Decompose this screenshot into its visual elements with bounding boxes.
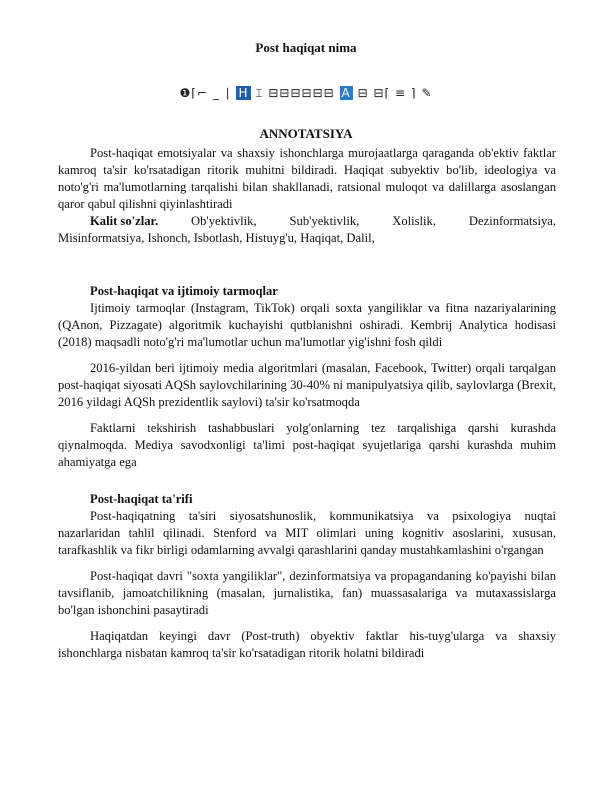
keyword: Xolislik,	[392, 214, 436, 228]
paragraph: Post-haqiqat davri "soxta yangiliklar", dezinformatsiya va propagandaning ko'payishi bilan tavsiflanib, jamoatchilikning (masalan, jurnalistika, fan) muassasalariga va mutaxassislarga bo'lgan ishonchini pasaytiradi	[58, 569, 556, 617]
glyph-segment: ⊟⌈	[373, 86, 391, 100]
paragraph: Post-haqiqatning ta'siri siyosatshunoslik, kommunikatsiya va psixologiya nuqtai nazarlaridan tahlil qilinadi. Stenford va MIT olimlari uning kognitiv asoslarini, xususan, tarafkashlik va fikr birligi odamlarning avvalgi qarashlarini qanday mustahkamlashini o'rgangan	[58, 509, 556, 557]
keyword: Dezinformatsiya,	[468, 214, 556, 228]
glyph-segment: ⊟⊟⊟⊟⊟⊟	[268, 86, 335, 100]
glyph-segment-highlight: H	[238, 86, 249, 100]
paragraph: Haqiqatdan keyingi davr (Post-truth) obyektiv faktlar his-tuyg'ularga va shaxsiy ishonchlarga nisbatan kamroq ta'sir ko'rsatadigan ritorik holatni bildiradi	[58, 629, 556, 660]
annotation-heading: ANNOTATSIYA	[259, 126, 353, 141]
glyph-segment: ❶⌈⌐	[179, 86, 208, 100]
glyph-line	[0, 86, 612, 101]
paragraph: Faktlarni tekshirish tashabbuslari yolg'onlarning tez tarqalishiga qarshi kurashda qiynalmoqda. Mediya savodxonligi ta'limi post-haqiqat syujetlariga qarshi kurashda muhim ahamiyatga ega	[58, 421, 556, 469]
paragraph: 2016-yildan beri ijtimoiy media algoritmlari (masalan, Facebook, Twitter) orqali tarqalgan post-haqiqat siyosati AQSh saylovchilarining 30-40% ni manipulyatsiya qilib, saylovlarga (Brexit, 2016 yildagi AQSh prezidentlik saylovi) ta'sir ko'rsatmoqda	[58, 361, 556, 409]
keywords-continuation: Misinformatsiya, Ishonch, Isbotlash, Histuyg'u, Haqiqat, Dalil,	[58, 231, 375, 245]
pencil-icon: ✎	[421, 86, 433, 100]
keywords-line	[58, 213, 556, 230]
glyph-segment: ⌉	[410, 86, 417, 100]
keyword: Sub'yektivlik,	[289, 214, 360, 228]
glyph-segment: ⊟	[357, 86, 369, 100]
document-body	[58, 145, 556, 662]
glyph-segment: ≡	[395, 86, 407, 100]
glyph-segment-highlight: A	[341, 86, 351, 100]
paragraph: Ijtimoiy tarmoqlar (Instagram, TikTok) orqali soxta yangiliklar va fitna nazariyalarining (QAnon, Pizzagate) algoritmik kuchayishi qutblanishni oshiradi. Kembrij Analytica hodisasi (2018) maqsadli noto'g'ri ma'lumotlar uchun ma'lumotlar yig'ishni fosh qildi	[58, 301, 556, 349]
keywords-label: Kalit so'zlar.	[90, 214, 159, 228]
page-title: Post haqiqat nima	[255, 40, 357, 55]
glyph-segment: ⌶	[255, 86, 264, 100]
glyph-segment: ∣	[224, 86, 232, 100]
section-heading: Post-haqiqat ta'rifi	[90, 492, 193, 506]
section-heading: Post-haqiqat va ijtimoiy tarmoqlar	[90, 284, 278, 298]
annotation-paragraph: Post-haqiqat emotsiyalar va shaxsiy ishonchlarga murojaatlarga qaraganda ob'ektiv faktlar kamroq ta'sir ko'rsatadigan ritorik muhitni bildiradi. Haqiqat subyektiv bo'lib, ideologiya va noto'g'ri ma'lumotlarning tarqalishi bilan shakllanadi, ratsional muloqot va dalillarga asoslangan qaror qabul qilishni qiyinlashtiradi	[58, 146, 556, 211]
glyph-segment: _	[212, 86, 220, 100]
keyword: Ob'yektivlik,	[191, 214, 257, 228]
